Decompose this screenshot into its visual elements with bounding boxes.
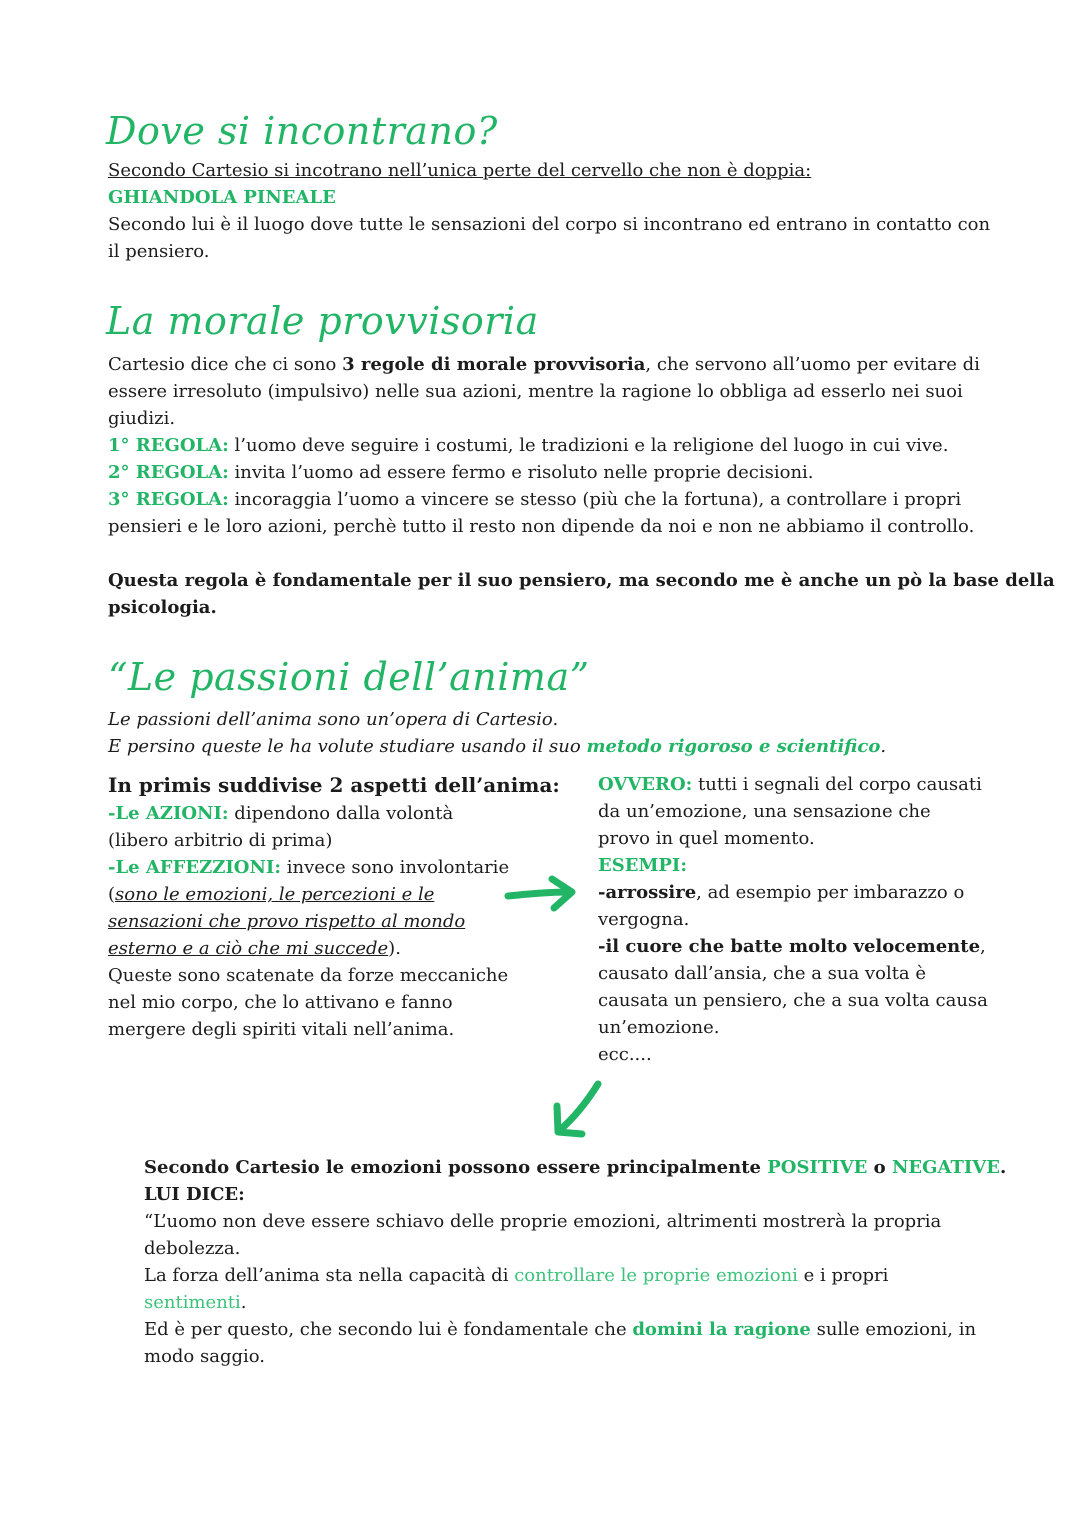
text-line: provo in quel momento. — [598, 828, 815, 849]
note-line: psicologia. — [108, 597, 217, 618]
text: , — [980, 936, 986, 957]
text: La forza dell’anima sta nella capacità di — [144, 1265, 515, 1286]
text-line: mergere degli spiriti vitali nell’anima. — [108, 1019, 455, 1040]
text: Cartesio dice che ci sono — [108, 354, 343, 375]
text-highlight: domini la ragione — [632, 1319, 811, 1340]
text: ( — [108, 884, 116, 905]
para-line — [108, 351, 1055, 378]
text-highlight: controllare le proprie emozioni — [514, 1265, 798, 1286]
section2-body — [108, 351, 1055, 621]
heading-morale-provvisoria: La morale provvisoria — [106, 299, 539, 343]
text-bold: -il cuore che batte molto velocemente — [598, 936, 981, 957]
text: e i propri — [797, 1265, 889, 1286]
quote-line: “L’uomo non deve essere schiavo delle proprie emozioni, altrimenti mostrerà la propria — [144, 1211, 942, 1232]
intro-line: Secondo Cartesio si incotrano nell’unica perte del cervello che non è doppia: — [108, 160, 812, 181]
text-line: vergogna. — [598, 909, 690, 930]
desc-line-1: Secondo lui è il luogo dove tutte le sensazioni del corpo si incontrano ed entrano in contatto con — [108, 214, 991, 235]
rule-label: 1° REGOLA: — [108, 435, 229, 456]
text-line: sensazioni che provo rispetto al mondo — [108, 911, 466, 932]
text-line: nel mio corpo, che lo attivano e fanno — [108, 992, 453, 1013]
azioni-label: -Le AZIONI: — [108, 803, 229, 824]
text-bold: 3 regole di morale provvisoria — [342, 354, 646, 375]
right-column — [598, 771, 988, 1068]
spacer — [108, 540, 1055, 567]
rule-2 — [108, 459, 1055, 486]
text: sulle emozioni, in — [810, 1319, 977, 1340]
gland-label: GHIANDOLA PINEALE — [108, 187, 336, 208]
text-line: causata un pensiero, che a sua volta causa — [598, 990, 988, 1011]
text-line — [108, 935, 560, 962]
rule-label: 3° REGOLA: — [108, 489, 229, 510]
text-underlined: esterno e a ciò che mi succede — [108, 938, 389, 959]
text: . — [880, 736, 887, 757]
text: dipendono dalla volontà — [228, 803, 454, 824]
arrow-down-left-icon — [548, 1078, 608, 1140]
azioni-line — [108, 800, 560, 827]
text-line: da un’emozione, una sensazione che — [598, 801, 931, 822]
section1-body — [108, 157, 990, 265]
rule-1 — [108, 432, 1055, 459]
positive-label: POSITIVE — [767, 1157, 868, 1178]
quote-line — [144, 1289, 1006, 1316]
rule-3-cont: pensieri e le loro azioni, perchè tutto il resto non dipende da noi e non ne abbiamo il controllo. — [108, 516, 975, 537]
text-line: causato dall’ansia, che a sua volta è — [598, 963, 927, 984]
text: invece sono involontarie — [281, 857, 510, 878]
text: E persino queste le ha volute studiare usando il suo — [108, 736, 587, 757]
lui-dice-label: LUI DICE: — [144, 1184, 245, 1205]
left-column — [108, 772, 560, 1043]
note-line: Questa regola è fondamentale per il suo pensiero, ma secondo me è anche un pò la base della — [108, 570, 1055, 591]
heading-passioni-anima: “Le passioni dell’anima” — [108, 655, 590, 699]
text-line — [144, 1154, 1006, 1181]
rule-text: incoraggia l’uomo a vincere se stesso (più che la fortuna), a controllare i propri — [228, 489, 962, 510]
rule-3 — [108, 486, 1055, 513]
text-highlight: metodo rigoroso e scientifico — [586, 736, 881, 757]
para-line: giudizi. — [108, 408, 176, 429]
intro-line — [108, 733, 886, 760]
text-bold: -arrossire — [598, 882, 697, 903]
section3-intro — [108, 706, 886, 760]
ovvero-line — [598, 771, 988, 798]
quote-line — [144, 1262, 1006, 1289]
rule-text: invita l’uomo ad essere fermo e risoluto nelle proprie decisioni. — [228, 462, 814, 483]
affezzioni-label: -Le AFFEZZIONI: — [108, 857, 281, 878]
intro-line: Le passioni dell’anima sono un’opera di Cartesio. — [108, 709, 559, 730]
rule-label: 2° REGOLA: — [108, 462, 229, 483]
example-line — [598, 879, 988, 906]
text-line: Queste sono scatenate da forze meccaniche — [108, 965, 509, 986]
text-highlight: sentimenti — [144, 1292, 241, 1313]
quote-line: modo saggio. — [144, 1346, 265, 1367]
desc-line-2: il pensiero. — [108, 241, 210, 262]
text: Secondo Cartesio le emozioni possono essere principalmente — [144, 1157, 768, 1178]
text: . — [999, 1157, 1007, 1178]
text-underlined: sono le emozioni, le percezioni e le — [115, 884, 435, 905]
text: tutti i segnali del corpo causati — [692, 774, 982, 795]
text: Ed è per questo, che secondo lui è fondamentale che — [144, 1319, 633, 1340]
text-line — [108, 881, 560, 908]
text: , che servono all’uomo per evitare di — [645, 354, 980, 375]
rule-text: l’uomo deve seguire i costumi, le tradizioni e la religione del luogo in cui vive. — [228, 435, 949, 456]
text: . — [240, 1292, 247, 1313]
quote-line: debolezza. — [144, 1238, 241, 1259]
para-line: essere irresoluto (impulsivo) nelle sua azioni, mentre la ragione lo obbliga ad esserlo nei suoi — [108, 381, 963, 402]
heading-dove-si-incontrano: Dove si incontrano? — [106, 109, 498, 153]
text: , ad esempio per imbarazzo o — [696, 882, 965, 903]
text-line: ecc.... — [598, 1044, 652, 1065]
text: o — [867, 1157, 892, 1178]
text: ). — [388, 938, 401, 959]
left-heading: In primis suddivise 2 aspetti dell’anima: — [108, 773, 560, 797]
text-line: (libero arbitrio di prima) — [108, 830, 333, 851]
esempi-label: ESEMPI: — [598, 855, 687, 876]
negative-label: NEGATIVE — [891, 1157, 1000, 1178]
arrow-right-icon — [500, 872, 580, 916]
quote-line — [144, 1316, 1006, 1343]
bottom-block — [144, 1154, 1006, 1370]
example-line — [598, 933, 988, 960]
affezzioni-line — [108, 854, 560, 881]
ovvero-label: OVVERO: — [598, 774, 693, 795]
text-line: un’emozione. — [598, 1017, 720, 1038]
